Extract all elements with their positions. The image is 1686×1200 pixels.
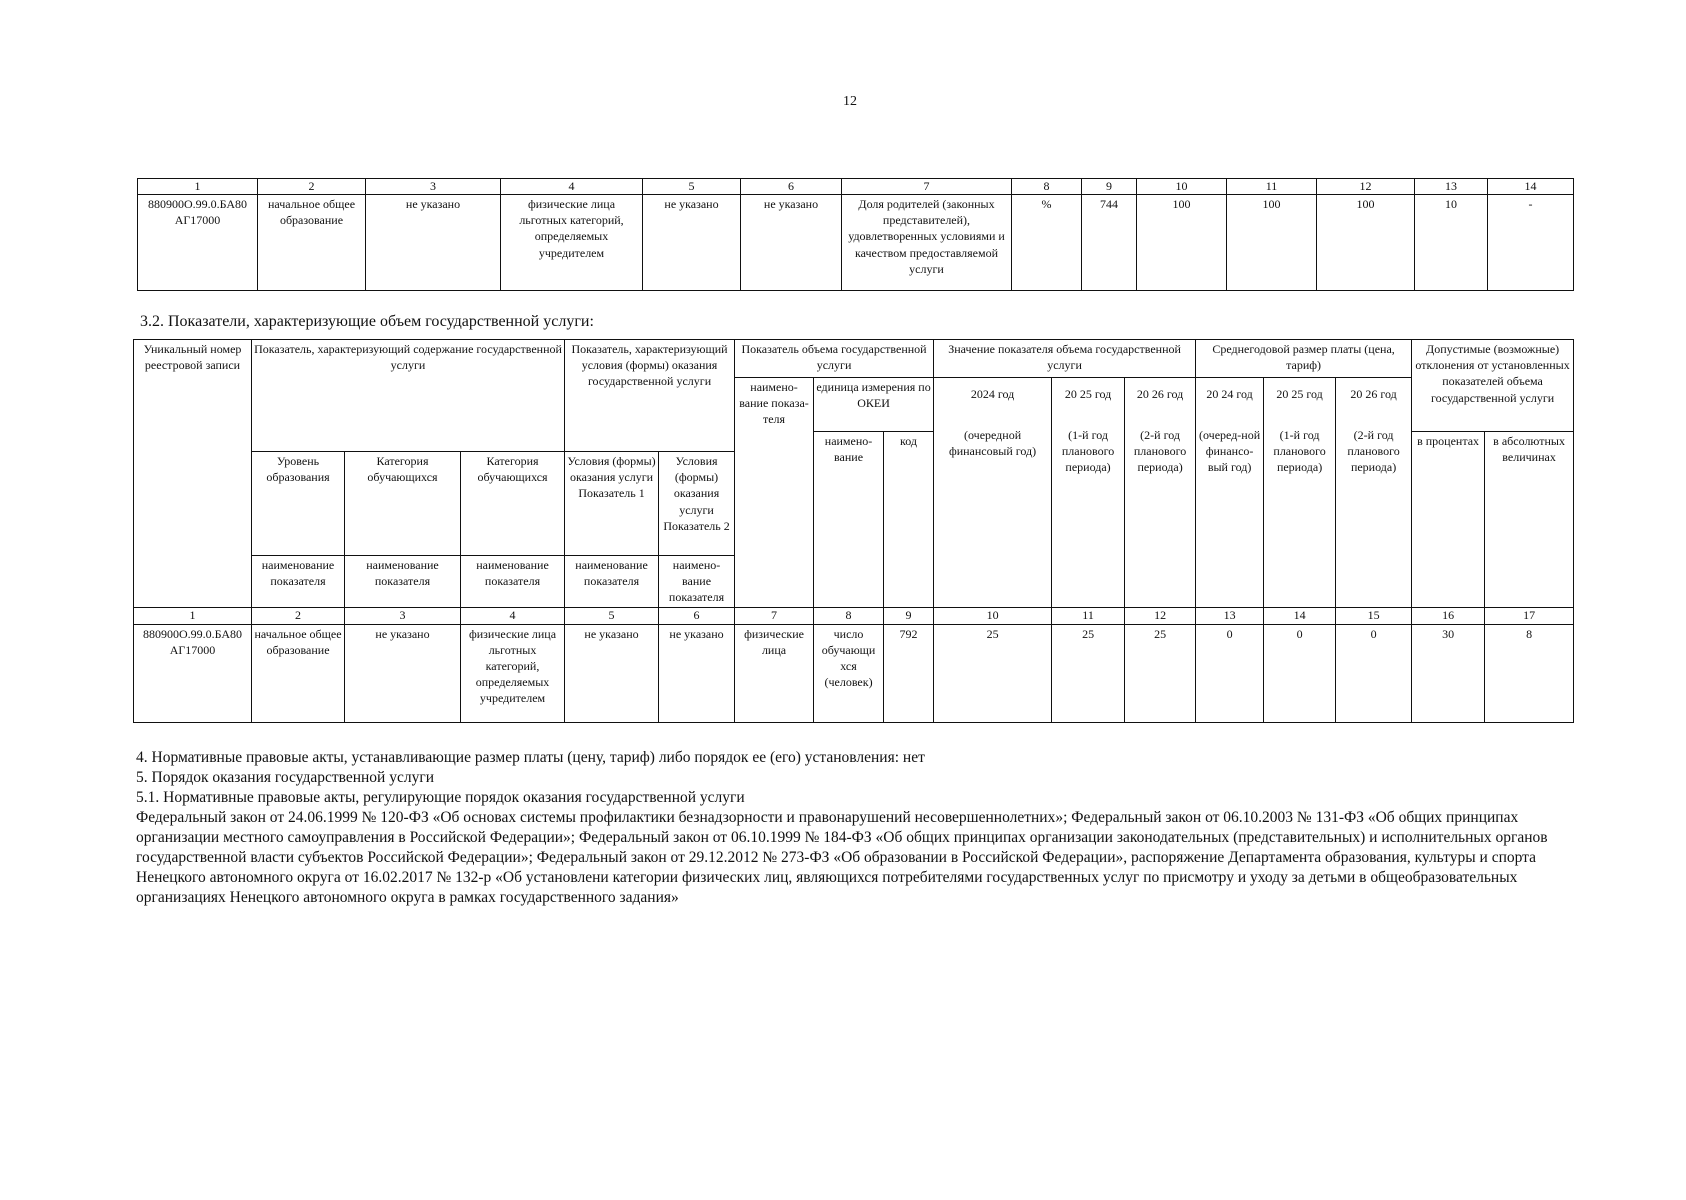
- col-number: 3: [345, 607, 461, 624]
- table-cell: 792: [884, 624, 934, 722]
- fee-2026-header: [1336, 378, 1412, 608]
- table-cell: 100: [1317, 195, 1415, 291]
- col-number: 12: [1317, 179, 1415, 195]
- condition-1-header: Условия (формы) оказания услуги Показатель 1: [565, 452, 659, 556]
- header-year: 20 26 год: [1350, 387, 1397, 401]
- col-number: 9: [1082, 179, 1137, 195]
- average-fee-header: Среднегодовой размер платы (цена, тариф): [1196, 340, 1412, 378]
- table-cell: 0: [1336, 624, 1412, 722]
- col-number: 11: [1227, 179, 1317, 195]
- student-category-header: Категория обучающихся: [345, 452, 461, 556]
- col-number: 10: [1137, 179, 1227, 195]
- col-number: 13: [1196, 607, 1264, 624]
- col-number: 17: [1485, 607, 1574, 624]
- col-number: 7: [735, 607, 814, 624]
- col-number: 8: [814, 607, 884, 624]
- okei-unit-header: единица измерения по ОКЕИ: [814, 378, 934, 432]
- table-cell: число обучающи хся (человек): [814, 624, 884, 722]
- table-cell: 0: [1196, 624, 1264, 722]
- col-number: 6: [741, 179, 842, 195]
- paragraph-regulating-acts: 5.1. Нормативные правовые акты, регулирующие порядок оказания государственной услуги: [136, 789, 745, 806]
- col-number: 4: [501, 179, 643, 195]
- table-cell: не указано: [741, 195, 842, 291]
- table-cell: 25: [934, 624, 1052, 722]
- col-number: 14: [1264, 607, 1336, 624]
- indicator-name-header: наименование показателя: [461, 556, 565, 608]
- table-cell: 8: [1485, 624, 1574, 722]
- col-number: 12: [1125, 607, 1196, 624]
- table-cell: 25: [1052, 624, 1125, 722]
- conditions-indicator-header: Показатель, характеризующий условия (формы) оказания государственной услуги: [565, 340, 735, 452]
- col-number: 2: [252, 607, 345, 624]
- table-cell: физические лица льготных категорий, определяемых учредителем: [501, 195, 643, 291]
- table-cell: не указано: [366, 195, 501, 291]
- okei-code-header: код: [884, 432, 934, 608]
- table-cell: 100: [1137, 195, 1227, 291]
- indicator-name-header: наименование показателя: [565, 556, 659, 608]
- table-cell: 744: [1082, 195, 1137, 291]
- table-cell: физические лица: [735, 624, 814, 722]
- header-year: 20 26 год: [1136, 387, 1184, 401]
- content-indicator-header: Показатель, характеризующий содержание государственной услуги: [252, 340, 565, 452]
- table-cell: не указано: [345, 624, 461, 722]
- col-number: 15: [1336, 607, 1412, 624]
- registry-number-cell: 880900О.99.0.БА80 АГ17000: [138, 195, 258, 291]
- volume-name-header: наимено-вание показа-теля: [735, 378, 814, 608]
- allowed-deviation-header: Допустимые (возможные) отклонения от установленных показателей объема государственной услуги: [1412, 340, 1574, 432]
- value-2024-header: [934, 378, 1052, 608]
- header-period: (очеред-ной финансо-вый год): [1198, 428, 1261, 475]
- legal-acts-text: [136, 748, 1586, 908]
- deviation-absolute-header: в абсолютных величинах: [1485, 432, 1574, 608]
- col-number: 4: [461, 607, 565, 624]
- student-category-header: Категория обучающихся: [461, 452, 565, 556]
- table-cell: 25: [1125, 624, 1196, 722]
- header-period: (1-й год планового периода): [1273, 428, 1326, 475]
- header-period: (2-й год планового периода): [1347, 428, 1400, 475]
- table-cell: 100: [1227, 195, 1317, 291]
- indicator-name-header: наимено-вание показателя: [659, 556, 735, 608]
- col-number: 11: [1052, 607, 1125, 624]
- section-title: 3.2. Показатели, характеризующие объем государственной услуги:: [140, 313, 594, 330]
- deviation-percent-header: в процентах: [1412, 432, 1485, 608]
- page-number: 12: [843, 94, 857, 109]
- col-number: 1: [138, 179, 258, 195]
- table-row: [138, 195, 1574, 291]
- paragraph-laws-list: Федеральный закон от 24.06.1999 № 120-ФЗ «Об основах системы профилактики безнадзорности и правонарушений несовершеннолетних»; Федеральный закон от 06.10.2003 № 131-ФЗ «Об общих принципах организации местного самоуправления в Российской Федерации»; Федеральный закон от 06.10.1999 № 184-ФЗ «Об общих принципах организации законодательных (представительных) и исполнительных органов государственной власти субъектов Российской Федерации»; Федеральный закон от 29.12.2012 № 273-ФЗ «Об образовании в Российской Федерации», распоряжение Департамента образования, культуры и спорта Ненецкого автономного округа от 16.02.2017 № 132-р «Об установлени категории физических лиц, являющихся потребителями государственных услуг по присмотру и уходу за детьми в общеобразовательных организациях Ненецкого автономного округа в рамках государственного задания»: [136, 809, 1548, 906]
- col-number: 7: [842, 179, 1012, 195]
- table-cell: -: [1488, 195, 1574, 291]
- col-number: 5: [565, 607, 659, 624]
- col-number: 10: [934, 607, 1052, 624]
- col-number: 8: [1012, 179, 1082, 195]
- paragraph-procedure: 5. Порядок оказания государственной услуги: [136, 769, 434, 786]
- table-cell: не указано: [659, 624, 735, 722]
- volume-value-header: Значение показателя объема государственной услуги: [934, 340, 1196, 378]
- table-cell: начальное общее образование: [252, 624, 345, 722]
- value-2025-header: [1052, 378, 1125, 608]
- table-cell: 0: [1264, 624, 1336, 722]
- indicator-name-header: наименование показателя: [252, 556, 345, 608]
- col-number: 1: [134, 607, 252, 624]
- registry-number-cell: 880900О.99.0.БА80 АГ17000: [134, 624, 252, 722]
- volume-indicator-header: Показатель объема государственной услуги: [735, 340, 934, 378]
- table-cell: %: [1012, 195, 1082, 291]
- table-cell: начальное общее образование: [258, 195, 366, 291]
- table-cell: физические лица льготных категорий, определяемых учредителем: [461, 624, 565, 722]
- col-number: 2: [258, 179, 366, 195]
- value-2026-header: [1125, 378, 1196, 608]
- indicator-name-header: наименование показателя: [345, 556, 461, 608]
- col-number: 14: [1488, 179, 1574, 195]
- table-cell: не указано: [643, 195, 741, 291]
- header-period: (очередной финансовый год): [948, 428, 1037, 459]
- volume-indicators-table: [133, 339, 1574, 723]
- education-level-header: Уровень образования: [252, 452, 345, 556]
- table-cell: 30: [1412, 624, 1485, 722]
- col-number: 3: [366, 179, 501, 195]
- condition-2-header: Условия (формы) оказания услуги Показатель 2: [659, 452, 735, 556]
- header-year: 2024 год: [970, 387, 1015, 401]
- header-year: 20 25 год: [1276, 387, 1323, 401]
- col-number: 6: [659, 607, 735, 624]
- paragraph-fee-acts: 4. Нормативные правовые акты, устанавливающие размер платы (цену, тариф) либо порядок ее (его) установления: нет: [136, 749, 925, 766]
- col-number: 16: [1412, 607, 1485, 624]
- col-number: 9: [884, 607, 934, 624]
- registry-number-header: Уникальный номер реестровой записи: [134, 340, 252, 608]
- col-number: 5: [643, 179, 741, 195]
- table-cell: 10: [1415, 195, 1488, 291]
- header-period: (2-й год планового периода): [1133, 428, 1187, 475]
- table-row: [134, 624, 1574, 722]
- fee-2025-header: [1264, 378, 1336, 608]
- header-period: (1-й год планового периода): [1061, 428, 1115, 475]
- header-year: 20 24 год: [1206, 387, 1253, 401]
- fee-2024-header: [1196, 378, 1264, 608]
- table-cell: Доля родителей (законных представителей), удовлетворенных условиями и качеством предоставляемой услуги: [842, 195, 1012, 291]
- col-number: 13: [1415, 179, 1488, 195]
- table-cell: не указано: [565, 624, 659, 722]
- header-year: 20 25 год: [1064, 387, 1112, 401]
- okei-name-header: наимено-вание: [814, 432, 884, 608]
- quality-indicators-table: [137, 178, 1574, 291]
